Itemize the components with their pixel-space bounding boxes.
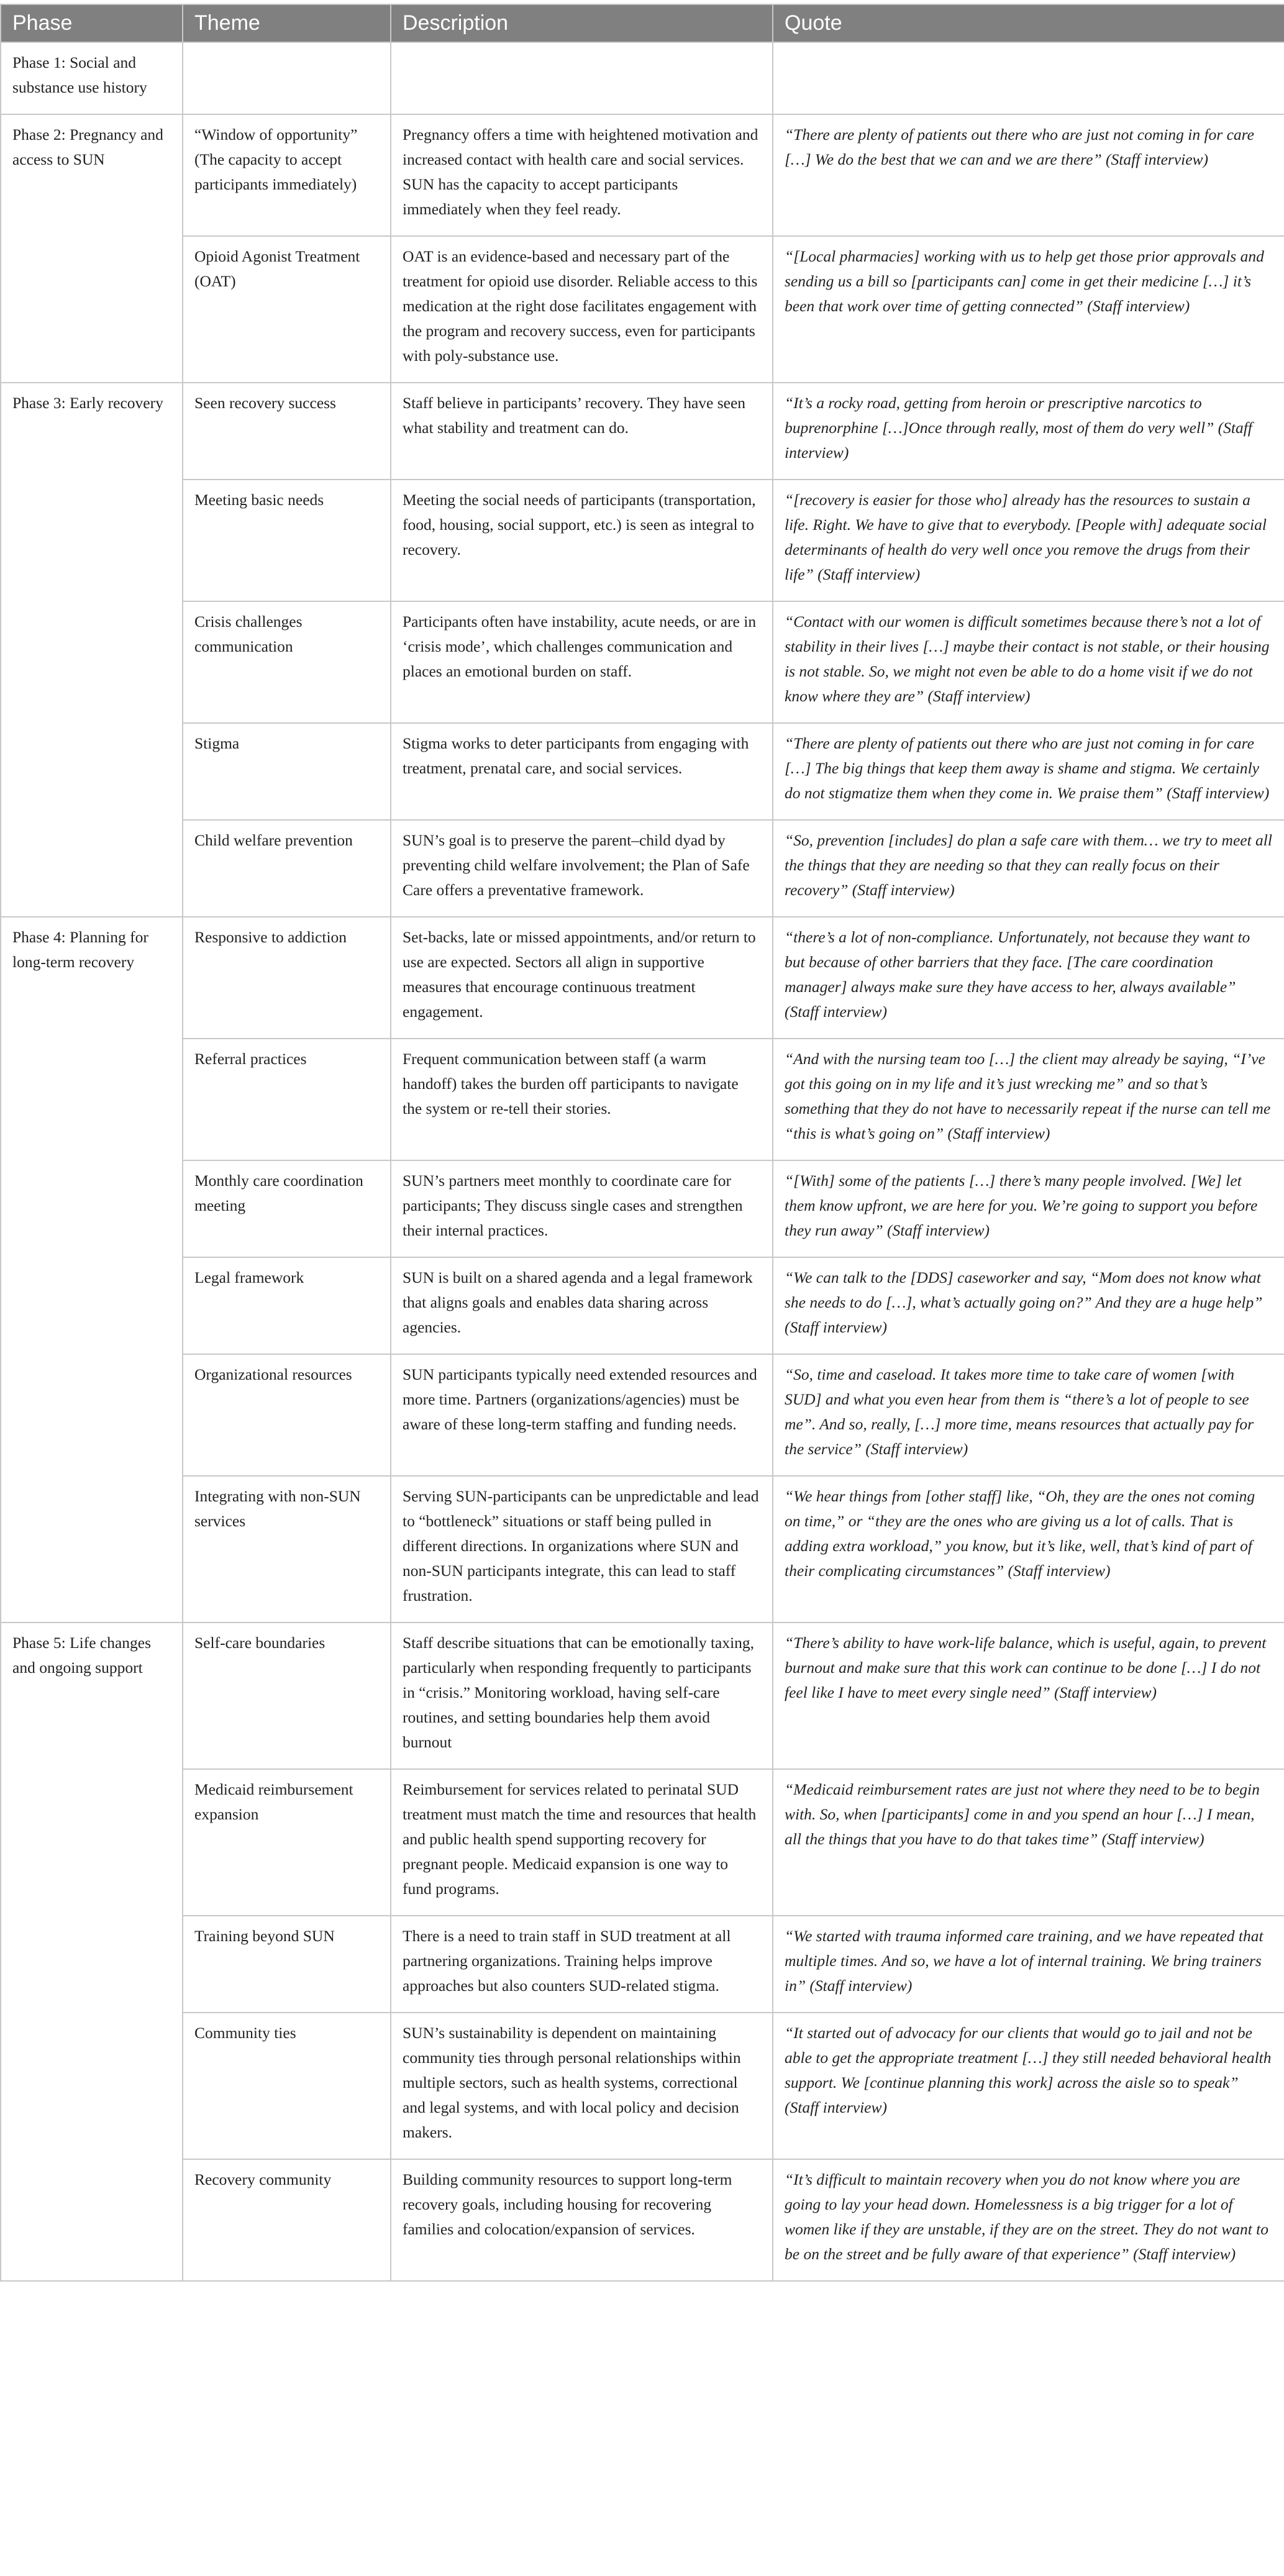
phase-cell: Phase 5: Life changes and ongoing support [1,1623,183,2281]
quote-cell: “We started with trauma informed care training, and we have repeated that multiple times. And so, we have a lot of internal training. We bring trainers in” (Staff interview) [773,1916,1284,2013]
quote-cell: “And with the nursing team too […] the client may already be saying, “I’ve got this going on in my life and it’s just wrecking me” and so that’s something that they do not have to necessarily repeat if the nurse can tell me “this is what’s going on” (Staff interview) [773,1039,1284,1160]
quote-cell: “There’s ability to have work-life balance, which is useful, again, to prevent burnout and make sure that this work can continue to be done […] I do not feel like I have to meet every single need” (Staff interview) [773,1623,1284,1769]
quote-cell: “[With] some of the patients […] there’s many people involved. [We] let them know upfront, we are here for you. We’re going to support you before they run away” (Staff interview) [773,1160,1284,1257]
table-row [1,1769,1284,1916]
quote-cell: “So, prevention [includes] do plan a safe care with them… we try to meet all the things that they are needing so that they can really focus on their recovery” (Staff interview) [773,820,1284,917]
description-cell: Building community resources to support long-term recovery goals, including housing for recovering families and colocation/expansion of services. [391,2159,773,2281]
description-cell: Frequent communication between staff (a warm handoff) takes the burden off participants to navigate the system or re-tell their stories. [391,1039,773,1160]
quote-cell: “There are plenty of patients out there who are just not coming in for care […] The big things that keep them away is shame and stigma. We certainly do not stigmatize them when they come in. We praise them” (Staff interview) [773,723,1284,820]
description-cell: Reimbursement for services related to perinatal SUD treatment must match the time and resources that health and public health spend supporting recovery for pregnant people. Medicaid expansion is one way to fund programs. [391,1769,773,1916]
table-row [1,42,1284,114]
theme-cell: Community ties [183,2013,391,2159]
quote-cell: “It started out of advocacy for our clients that would go to jail and not be able to get the appropriate treatment […] they still needed behavioral health support. We [continue planning this work] across the aisle so to speak” (Staff interview) [773,2013,1284,2159]
table-body [1,42,1284,2281]
header-theme: Theme [183,4,391,42]
theme-cell: Organizational resources [183,1354,391,1476]
description-cell: SUN’s sustainability is dependent on maintaining community ties through personal relationships within multiple sectors, such as health systems, correctional and legal systems, and with local policy and decision makers. [391,2013,773,2159]
table-row [1,1623,1284,1769]
quote-cell: “[Local pharmacies] working with us to help get those prior approvals and sending us a bill so [participants can] come in get their medicine […] it’s been that work over time of getting connected” (Staff interview) [773,236,1284,383]
theme-cell: Monthly care coordination meeting [183,1160,391,1257]
phase-cell: Phase 2: Pregnancy and access to SUN [1,114,183,383]
description-cell: Staff describe situations that can be emotionally taxing, particularly when responding frequently to participants in “crisis.” Monitoring workload, having self-care routines, and setting boundaries help them avoid burnout [391,1623,773,1769]
theme-cell: Stigma [183,723,391,820]
description-cell: SUN participants typically need extended resources and more time. Partners (organizations/agencies) must be aware of these long-term staffing and funding needs. [391,1354,773,1476]
quote-cell: “So, time and caseload. It takes more time to take care of women [with SUD] and what you even hear from them is “there’s a lot of people to see me”. And so, really, […] more time, means resources that actually pay for the service” (Staff interview) [773,1354,1284,1476]
table-row [1,1354,1284,1476]
theme-cell: Meeting basic needs [183,480,391,601]
table-row [1,1916,1284,2013]
table-row [1,1160,1284,1257]
table-row [1,1476,1284,1623]
header-description: Description [391,4,773,42]
table-row [1,383,1284,480]
theme-cell: Integrating with non-SUN services [183,1476,391,1623]
theme-cell: Recovery community [183,2159,391,2281]
table-row [1,2159,1284,2281]
description-cell: Staff believe in participants’ recovery. They have seen what stability and treatment can do. [391,383,773,480]
description-cell: Serving SUN-participants can be unpredictable and lead to “bottleneck” situations or staff being pulled in different directions. In organizations where SUN and non-SUN participants integrate, this can lead to staff frustration. [391,1476,773,1623]
phase-cell: Phase 4: Planning for long-term recovery [1,917,183,1623]
description-cell: Participants often have instability, acute needs, or are in ‘crisis mode’, which challenges communication and places an emotional burden on staff. [391,601,773,723]
description-cell: There is a need to train staff in SUD treatment at all partnering organizations. Training helps improve approaches but also counters SUD-related stigma. [391,1916,773,2013]
quote-cell: “It’s difficult to maintain recovery when you do not know where you are going to lay your head down. Homelessness is a big trigger for a lot of women like if they are unstable, if they are on the street. They do not want to be on the street and be fully aware of that experience” (Staff interview) [773,2159,1284,2281]
table-row [1,723,1284,820]
header-quote: Quote [773,4,1284,42]
quote-cell: “There are plenty of patients out there who are just not coming in for care […] We do the best that we can and we are there” (Staff interview) [773,114,1284,236]
theme-cell: Training beyond SUN [183,1916,391,2013]
description-cell: SUN’s partners meet monthly to coordinate care for participants; They discuss single cases and strengthen their internal practices. [391,1160,773,1257]
description-cell: Stigma works to deter participants from engaging with treatment, prenatal care, and social services. [391,723,773,820]
table-row [1,820,1284,917]
quote-cell: “It’s a rocky road, getting from heroin or prescriptive narcotics to buprenorphine […]Once through really, most of them do very well” (Staff interview) [773,383,1284,480]
phase-cell: Phase 3: Early recovery [1,383,183,917]
theme-cell: Responsive to addiction [183,917,391,1039]
theme-cell: Referral practices [183,1039,391,1160]
theme-cell: Child welfare prevention [183,820,391,917]
quote-cell: “We can talk to the [DDS] caseworker and say, “Mom does not know what she needs to do […], what’s actually going on?” And they are a huge help” (Staff interview) [773,1257,1284,1354]
description-cell: Meeting the social needs of participants (transportation, food, housing, social support, etc.) is seen as integral to recovery. [391,480,773,601]
quote-cell [773,42,1284,114]
phase-cell: Phase 1: Social and substance use history [1,42,183,114]
description-cell: SUN’s goal is to preserve the parent–child dyad by preventing child welfare involvement; the Plan of Safe Care offers a preventative framework. [391,820,773,917]
table-row [1,601,1284,723]
theme-cell: Opioid Agonist Treatment (OAT) [183,236,391,383]
theme-cell: “Window of opportunity” (The capacity to accept participants immediately) [183,114,391,236]
quote-cell: “Medicaid reimbursement rates are just not where they need to be to begin with. So, when [participants] come in and you spend an hour […] I mean, all the things that you have to do that takes time” (Staff interview) [773,1769,1284,1916]
header-phase: Phase [1,4,183,42]
quote-cell: “Contact with our women is difficult sometimes because there’s not a lot of stability in their lives […] maybe their contact is not stable, or their housing is not stable. So, we might not even be able to do a home visit if we do not know where they are” (Staff interview) [773,601,1284,723]
description-cell: Set-backs, late or missed appointments, and/or return to use are expected. Sectors all align in supportive measures that encourage continuous treatment engagement. [391,917,773,1039]
table-row [1,917,1284,1039]
table-row [1,1257,1284,1354]
table-row [1,1039,1284,1160]
description-cell: SUN is built on a shared agenda and a legal framework that aligns goals and enables data sharing across agencies. [391,1257,773,1354]
quote-cell: “We hear things from [other staff] like, “Oh, they are the ones not coming on time,” or “they are the ones who are giving us a lot of calls. That is adding extra workload,” you know, but it’s like, well, that’s kind of part of their complicating circumstances” (Staff interview) [773,1476,1284,1623]
quote-cell: “there’s a lot of non-compliance. Unfortunately, not because they want to but because of other barriers that they face. [The care coordination manager] always make sure they have access to her, always available” (Staff interview) [773,917,1284,1039]
table-row [1,480,1284,601]
description-cell: OAT is an evidence-based and necessary part of the treatment for opioid use disorder. Reliable access to this medication at the right dose facilitates engagement with the program and recovery success, even for participants with poly-substance use. [391,236,773,383]
description-cell: Pregnancy offers a time with heightened motivation and increased contact with health care and social services. SUN has the capacity to accept participants immediately when they feel ready. [391,114,773,236]
theme-cell: Crisis challenges communication [183,601,391,723]
table-row [1,114,1284,236]
theme-cell: Legal framework [183,1257,391,1354]
theme-cell: Self-care boundaries [183,1623,391,1769]
theme-cell [183,42,391,114]
description-cell [391,42,773,114]
theme-cell: Seen recovery success [183,383,391,480]
header-row [1,4,1284,42]
theme-cell: Medicaid reimbursement expansion [183,1769,391,1916]
table-row [1,2013,1284,2159]
themes-table [0,4,1284,2282]
table-row [1,236,1284,383]
quote-cell: “[recovery is easier for those who] already has the resources to sustain a life. Right. We have to give that to everybody. [People with] adequate social determinants of health do very well once you remove the drugs from their life” (Staff interview) [773,480,1284,601]
